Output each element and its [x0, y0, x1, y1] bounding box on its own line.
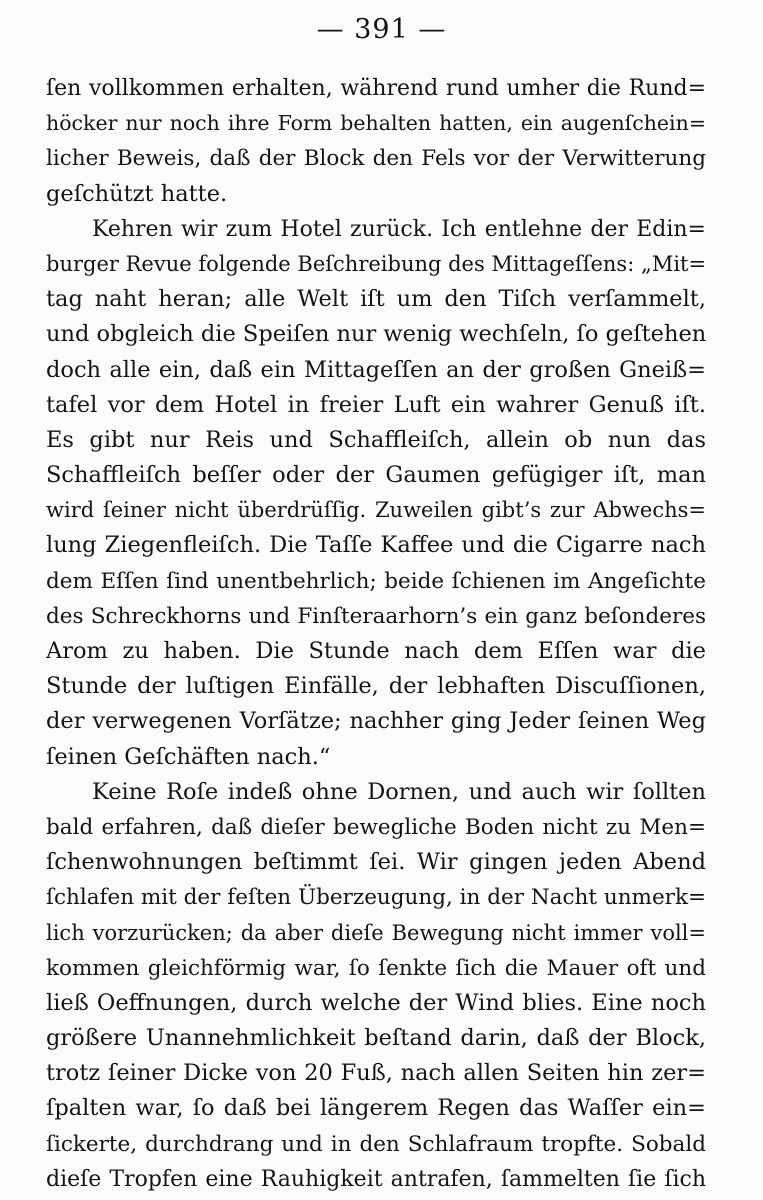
text-line: licher Beweis, daß der Block den Fels vor der Verwitterung [46, 146, 706, 172]
text-line: Schaffleiſch beſſer oder der Gaumen gefügiger iſt, man [46, 462, 706, 489]
text-line: wird ſeiner nicht überdrüſſig. Zuweilen gibt’s zur Abwechs= [46, 498, 706, 523]
text-line: des Schreckhorns und Finſteraarhorn’s ein ganz beſonderes [46, 603, 706, 629]
text-line: und obgleich die Speiſen nur wenig wechſeln, ſo geſtehen [46, 321, 706, 348]
text-line: burger Revue folgende Beſchreibung des Mittageſſens: „Mit= [46, 251, 706, 276]
text-line: kommen gleichförmig war, ſo ſenkte ſich die Mauer oft und [46, 955, 706, 981]
text-line: geſchützt hatte. [46, 180, 228, 207]
text-line: Kehren wir zum Hotel zurück. Ich entlehne der Edin= [92, 216, 706, 242]
text-line: Arom zu haben. Die Stunde nach dem Eſſen war die [46, 638, 706, 664]
text-line: doch alle ein, daß ein Mittageſſen an der großen Gneiß= [46, 356, 706, 383]
text-line: der verwegenen Vorſätze; nachher ging Jeder ſeinen Weg [46, 708, 706, 735]
text-line: ſchlafen mit der feſten Überzeugung, in der Nacht unmerk= [46, 885, 706, 911]
text-line: ſeinen Geſchäften nach.“ [46, 743, 331, 770]
text-line: tag naht heran; alle Welt iſt um den Tiſch verſammelt, [46, 286, 706, 313]
text-line: ſpalten war, ſo daß bei längerem Regen das Waſſer ein= [46, 1095, 706, 1122]
text-line: ſen vollkommen erhalten, während rund umher die Rund= [46, 76, 706, 101]
text-line: ließ Oeffnungen, durch welche der Wind blies. Eine noch [46, 989, 706, 1016]
text-line: höcker nur noch ihre Form behalten hatten, ein augenſchein= [46, 111, 706, 136]
text-line: Keine Roſe indeß ohne Dornen, und auch wir ſollten [92, 778, 706, 805]
text-line: lich vorzurücken; da aber dieſe Bewegung nicht immer voll= [46, 920, 706, 945]
text-line: dieſe Tropfen eine Rauhigkeit antrafen, ſammelten ſie ſich [46, 1166, 706, 1192]
text-line: ſickerte, durchdrang und in den Schlafraum tropfte. Sobald [46, 1131, 706, 1157]
text-line: bald erfahren, daß dieſer bewegliche Boden nicht zu Men= [46, 814, 706, 840]
text-line: Stunde der luſtigen Einfälle, der lebhaften Discuſſionen, [46, 673, 706, 700]
text-line: trotz ſeiner Dicke von 20 Fuß, nach allen Seiten hin zer= [46, 1060, 706, 1087]
text-line: Es gibt nur Reis und Schaffleiſch, allein ob nun das [46, 426, 706, 453]
text-line: ſchenwohnungen beſtimmt ſei. Wir gingen jeden Abend [46, 849, 706, 876]
text-line: dem Eſſen ſind unentbehrlich; beide ſchienen im Angeſichte [46, 568, 706, 594]
text-line: größere Unannehmlichkeit beſtand darin, daß der Block, [46, 1025, 706, 1052]
text-line: lung Ziegenfleiſch. Die Taſſe Kaffee und die Cigarre nach [46, 532, 706, 559]
text-line: tafel vor dem Hotel in freier Luft ein wahrer Genuß iſt. [46, 391, 706, 418]
body-text [46, 71, 706, 1197]
page-number: — 391 — [316, 14, 447, 45]
